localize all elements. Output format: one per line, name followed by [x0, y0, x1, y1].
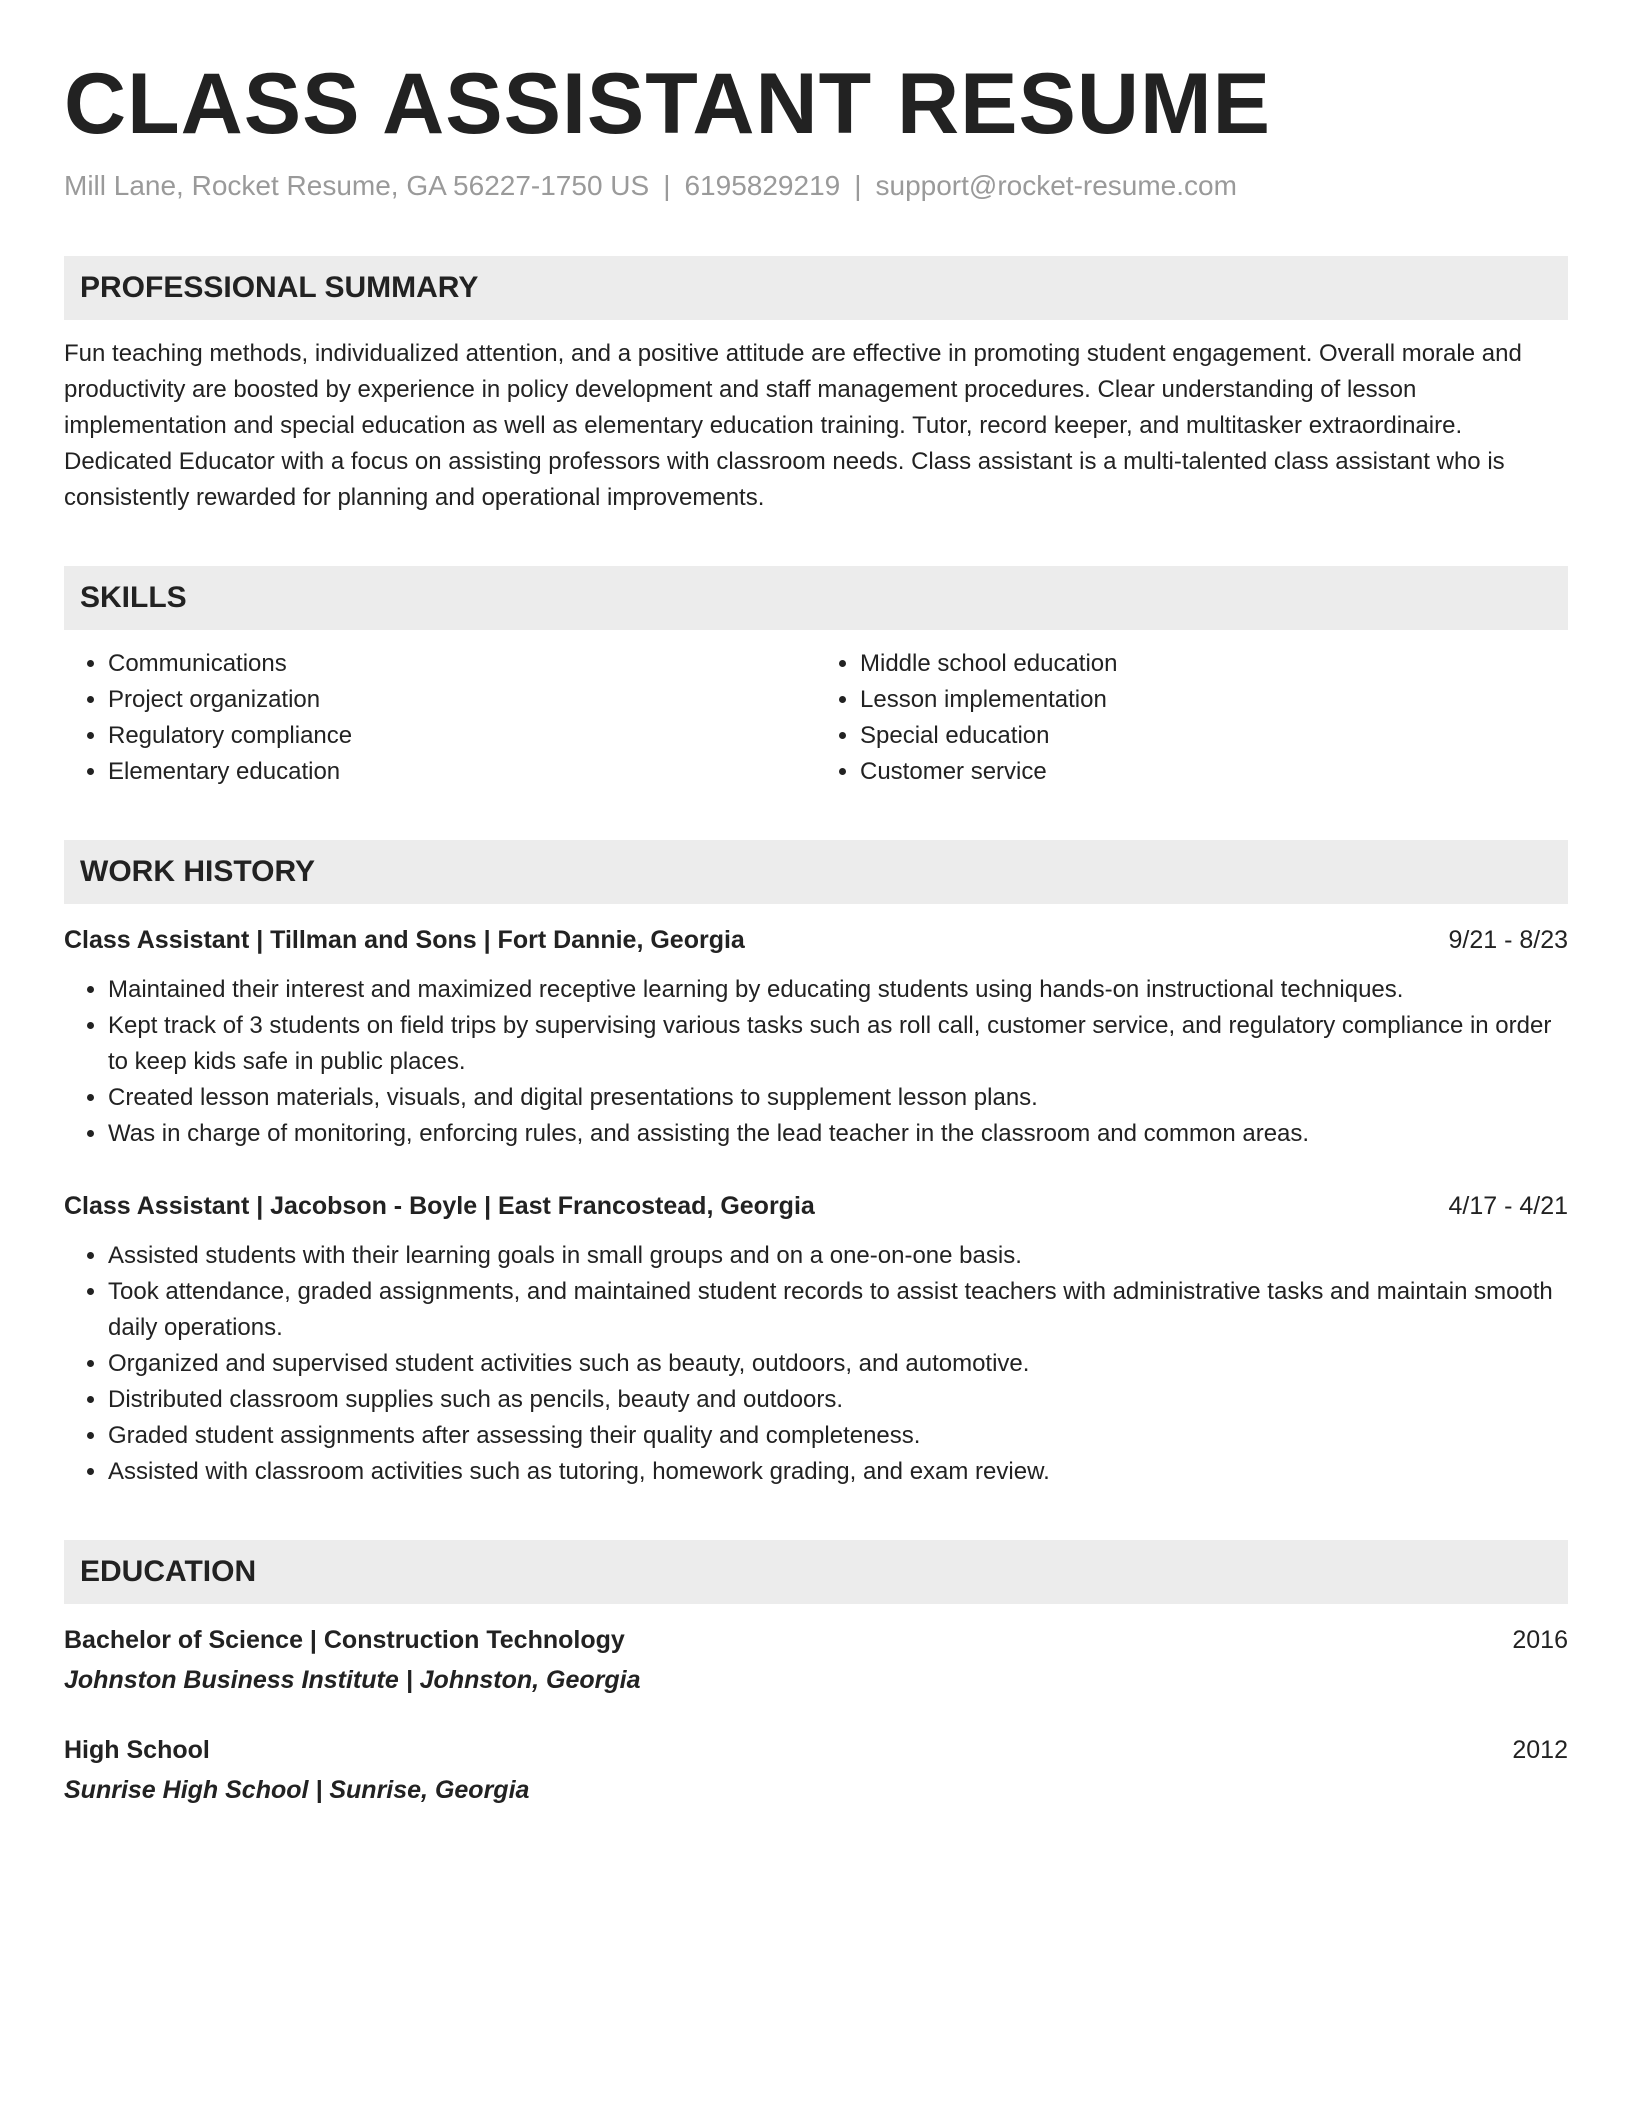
job-header: [64, 1188, 1568, 1224]
section-header-work-history: WORK HISTORY: [64, 840, 1568, 904]
education-year: 2016: [1512, 1626, 1568, 1654]
education-year: 2012: [1512, 1736, 1568, 1764]
contact-email: support@rocket-resume.com: [875, 170, 1237, 201]
job-bullets: [64, 1238, 1568, 1490]
education-entry: [64, 1732, 1568, 1808]
skill-item: • Project organization: [108, 682, 816, 718]
skill-item: • Middle school education: [860, 646, 1568, 682]
job-bullet: • Kept track of 3 students on field trips by supervising various tasks such as roll call, customer service, and regulatory compliance in order to keep kids safe in public places.: [108, 1008, 1568, 1080]
skills-column-right: [816, 646, 1568, 790]
job-bullet: • Distributed classroom supplies such as pencils, beauty and outdoors.: [108, 1382, 1568, 1418]
job-bullet: • Created lesson materials, visuals, and digital presentations to supplement lesson plans.: [108, 1080, 1568, 1116]
job-bullet: • Graded student assignments after assessing their quality and completeness.: [108, 1418, 1568, 1454]
education-school: Sunrise High School | Sunrise, Georgia: [64, 1776, 530, 1804]
education-degree: High School: [64, 1736, 210, 1764]
job-header: [64, 922, 1568, 958]
section-header-skills: SKILLS: [64, 566, 1568, 630]
skill-item: • Lesson implementation: [860, 682, 1568, 718]
job-dates: 9/21 - 8/23: [1448, 926, 1568, 954]
job-bullet: • Organized and supervised student activities such as beauty, outdoors, and automotive.: [108, 1346, 1568, 1382]
contact-address: Mill Lane, Rocket Resume, GA 56227-1750 US: [64, 170, 650, 201]
job-bullet: • Assisted students with their learning goals in small groups and on a one-on-one basis.: [108, 1238, 1568, 1274]
job-bullets: [64, 972, 1568, 1152]
skill-item: • Special education: [860, 718, 1568, 754]
job-bullet: • Was in charge of monitoring, enforcing rules, and assisting the lead teacher in the classroom and common areas.: [108, 1116, 1568, 1152]
job-bullet: • Maintained their interest and maximized receptive learning by educating students using hands-on instructional techniques.: [108, 972, 1568, 1008]
education-header: [64, 1622, 1568, 1658]
job-entry: [64, 922, 1568, 1152]
section-header-education: EDUCATION: [64, 1540, 1568, 1604]
job-title: Class Assistant | Tillman and Sons | Fort Dannie, Georgia: [64, 926, 745, 954]
skill-item: • Customer service: [860, 754, 1568, 790]
education-entry: [64, 1622, 1568, 1698]
skill-item: • Communications: [108, 646, 816, 682]
contact-phone: 6195829219: [684, 170, 841, 201]
contact-separator: |: [663, 170, 671, 201]
skills-list: [64, 646, 1568, 790]
job-entry: [64, 1188, 1568, 1490]
skill-item: • Regulatory compliance: [108, 718, 816, 754]
job-title: Class Assistant | Jacobson - Boyle | East Francostead, Georgia: [64, 1192, 815, 1220]
section-header-summary: PROFESSIONAL SUMMARY: [64, 256, 1568, 320]
contact-line: [64, 168, 1568, 204]
summary-text: Fun teaching methods, individualized attention, and a positive attitude are effective in promoting student engagement. Overall morale and productivity are boosted by experience in policy development and staff management procedures. Clear understanding of lesson implementation and special education as well as elementary education training. Tutor, record keeper, and multitasker extraordinaire. Dedicated Educator with a focus on assisting professors with classroom needs. Class assistant is a multi-talented class assistant who is consistently rewarded for planning and operational improvements.: [64, 340, 1522, 511]
education-school: Johnston Business Institute | Johnston, Georgia: [64, 1666, 641, 1694]
resume-title: CLASS ASSISTANT RESUME: [64, 56, 1271, 152]
contact-separator: |: [854, 170, 862, 201]
education-degree: Bachelor of Science | Construction Technology: [64, 1626, 625, 1654]
skill-item: • Elementary education: [108, 754, 816, 790]
education-header: [64, 1732, 1568, 1768]
job-bullet: • Took attendance, graded assignments, and maintained student records to assist teachers with administrative tasks and maintain smooth daily operations.: [108, 1274, 1568, 1346]
job-bullet: • Assisted with classroom activities such as tutoring, homework grading, and exam review.: [108, 1454, 1568, 1490]
skills-column-left: [64, 646, 816, 790]
job-dates: 4/17 - 4/21: [1448, 1192, 1568, 1220]
